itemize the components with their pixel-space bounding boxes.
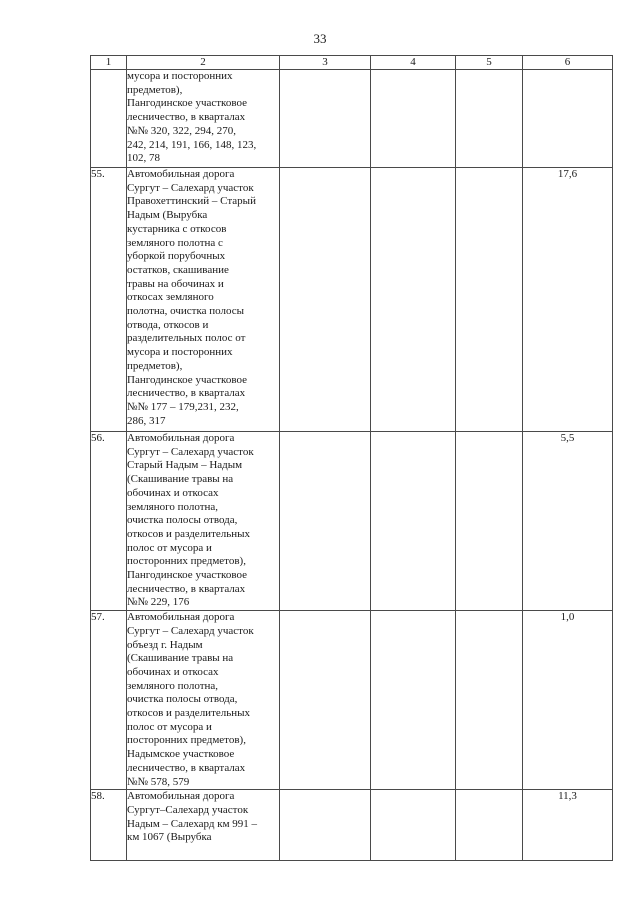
- description-line: посторонних предметов),: [127, 555, 246, 568]
- description-line: №№ 578, 579: [127, 775, 190, 788]
- description-line: Автомобильная дорога: [127, 432, 235, 444]
- row-description: [127, 611, 280, 790]
- description-line: Пангодинское участковое: [127, 569, 247, 582]
- row-number: 57.: [91, 611, 127, 790]
- description-line: отвода, откосов и: [127, 318, 209, 331]
- empty-cell-c3: [280, 790, 371, 861]
- empty-cell-c4: [371, 611, 456, 790]
- empty-cell-c5: [456, 168, 523, 432]
- description-line: мусора и посторонних: [127, 70, 233, 82]
- description-line: откосах земляного: [127, 291, 214, 304]
- description-line: полос от мусора и: [127, 720, 212, 733]
- description-line: Правохеттинский – Старый: [127, 195, 256, 208]
- description-line: полотна, очистка полосы: [127, 305, 245, 318]
- description-line: земляного полотна,: [127, 679, 219, 692]
- table-row: [91, 70, 613, 168]
- description-line: №№ 320, 322, 294, 270,: [127, 124, 236, 137]
- description-line: км 1067 (Вырубка: [127, 831, 212, 844]
- description-line: Пангодинское участковое: [127, 97, 247, 110]
- empty-cell-c3: [280, 70, 371, 168]
- table-row: [91, 611, 613, 790]
- row-description: [127, 70, 280, 168]
- description-line: обочинах и откосах: [127, 486, 219, 499]
- description-line: 286, 317: [127, 414, 166, 427]
- header-cell: 5: [456, 56, 523, 70]
- header-cell: 4: [371, 56, 456, 70]
- header-cell: 2: [127, 56, 280, 70]
- empty-cell-c4: [371, 790, 456, 861]
- description-line: Сургут – Салехард участок: [127, 181, 254, 194]
- description-line: предметов),: [127, 359, 183, 372]
- description-line: Автомобильная дорога: [127, 611, 235, 624]
- description-line: №№ 229, 176: [127, 596, 190, 609]
- description-line: Надым (Вырубка: [127, 209, 208, 222]
- description-line: полос от мусора и: [127, 541, 212, 554]
- row-number: 56.: [91, 432, 127, 611]
- header-row: [91, 56, 613, 70]
- table-row: [91, 168, 613, 432]
- header-cell: 3: [280, 56, 371, 70]
- row-description: [127, 790, 280, 861]
- empty-cell-c3: [280, 168, 371, 432]
- description-line: лесничество, в кварталах: [127, 582, 246, 595]
- page-number: 33: [313, 31, 327, 46]
- empty-cell-c5: [456, 790, 523, 861]
- empty-cell-c5: [456, 432, 523, 611]
- description-line: земляного полотна,: [127, 500, 219, 513]
- table-row: [91, 790, 613, 861]
- empty-cell-c4: [371, 432, 456, 611]
- row-value: [523, 70, 613, 168]
- description-line: 102, 78: [127, 152, 160, 165]
- row-description: [127, 168, 280, 432]
- description-line: Пангодинское участковое: [127, 373, 247, 386]
- row-value: 17,6: [523, 168, 613, 432]
- description-line: кустарника с откосов: [127, 222, 227, 235]
- description-line: посторонних предметов),: [127, 734, 246, 747]
- description-line: предметов),: [127, 83, 183, 96]
- description-line: №№ 177 – 179,231, 232,: [127, 400, 239, 413]
- row-number: 55.: [91, 168, 127, 432]
- description-line: Надым – Салехард км 991 –: [127, 817, 258, 830]
- row-value: 5,5: [523, 432, 613, 611]
- description-line: Надымское участковое: [127, 748, 235, 761]
- description-line: Старый Надым – Надым: [127, 459, 243, 472]
- description-line: Сургут – Салехард участок: [127, 445, 254, 458]
- description-line: Сургут – Салехард участок: [127, 624, 254, 637]
- empty-cell-c5: [456, 70, 523, 168]
- description-line: уборкой порубочных: [127, 250, 226, 263]
- description-line: земляного полотна с: [127, 236, 223, 249]
- description-line: Автомобильная дорога: [127, 168, 235, 180]
- description-line: лесничество, в кварталах: [127, 761, 246, 774]
- header-cell: 1: [91, 56, 127, 70]
- empty-cell-c5: [456, 611, 523, 790]
- description-line: объезд г. Надым: [127, 638, 203, 651]
- row-value: 1,0: [523, 611, 613, 790]
- description-line: мусора и посторонних: [127, 346, 233, 359]
- work-table: [90, 55, 613, 861]
- description-line: откосов и разделительных: [127, 707, 251, 720]
- description-line: Сургут–Салехард участок: [127, 803, 249, 816]
- description-line: очистка полосы отвода,: [127, 514, 238, 527]
- description-line: лесничество, в кварталах: [127, 387, 246, 400]
- row-value: 11,3: [523, 790, 613, 861]
- empty-cell-c4: [371, 70, 456, 168]
- empty-cell-c4: [371, 168, 456, 432]
- description-line: очистка полосы отвода,: [127, 693, 238, 706]
- description-line: разделительных полос от: [127, 332, 246, 345]
- description-line: остатков, скашивание: [127, 263, 229, 276]
- description-line: откосов и разделительных: [127, 527, 251, 540]
- table-row: [91, 432, 613, 611]
- row-number: [91, 70, 127, 168]
- empty-cell-c3: [280, 432, 371, 611]
- description-line: обочинах и откосах: [127, 665, 219, 678]
- description-line: (Скашивание травы на: [127, 473, 234, 486]
- description-line: лесничество, в кварталах: [127, 111, 246, 124]
- header-cell: 6: [523, 56, 613, 70]
- empty-cell-c3: [280, 611, 371, 790]
- row-number: 58.: [91, 790, 127, 861]
- description-line: травы на обочинах и: [127, 277, 224, 290]
- row-description: [127, 432, 280, 611]
- description-line: (Скашивание травы на: [127, 652, 234, 665]
- description-line: 242, 214, 191, 166, 148, 123,: [127, 138, 257, 151]
- description-line: Автомобильная дорога: [127, 790, 235, 803]
